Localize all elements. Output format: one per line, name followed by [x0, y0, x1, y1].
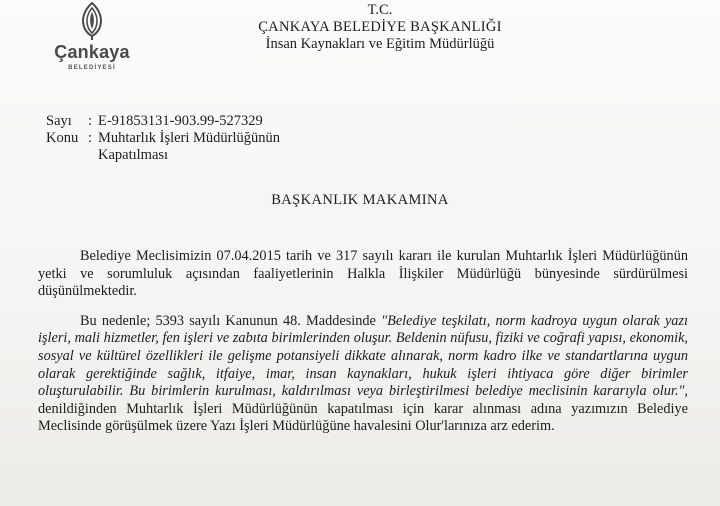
konu-separator: :: [88, 130, 93, 146]
letterhead-department: İnsan Kaynakları ve Eğitim Müdürlüğü: [265, 36, 495, 52]
leaf-emblem-icon: [79, 2, 105, 40]
konu-label: Konu: [46, 130, 79, 146]
logo-name: Çankaya: [54, 42, 130, 62]
logo-subtitle: BELEDİYESİ: [68, 65, 116, 71]
letterhead-organization: ÇANKAYA BELEDİYE BAŞKANLIĞI: [258, 19, 502, 35]
municipality-logo: [46, 2, 138, 76]
body-paragraph-1: Belediye Meclisimizin 07.04.2015 tarih ve 317 sayılı kararı ile kurulan Muhtarlık İşleri Müdürlüğünün yetki ve sorumluluk açısından faaliyetlerinin Halkla İlişkiler Müdürlüğü bünyesinde sürdürülmesi düşünülmektedir.: [38, 248, 688, 300]
paragraph-2-intro: Bu nedenle; 5393 sayılı Kanunun 48. Maddesinde: [80, 312, 382, 329]
letter-body: [38, 248, 688, 448]
body-paragraph-2: [38, 313, 688, 436]
meta-row-konu: [46, 130, 328, 147]
konu-value: Muhtarlık İşleri Müdürlüğünün: [98, 130, 281, 146]
konu-value-continued: Kapatılması: [98, 147, 169, 163]
paragraph-2-rest: , denildiğinden Muhtarlık İşleri Müdürlüğünün kapatılması için karar alınması adına yazımızın Belediye Meclisinde görüşülmek üzere Yazı İşleri Müdürlüğüne havalesini Olur'larınıza arz ederim.: [38, 383, 688, 435]
meta-row-sayi: [46, 113, 328, 130]
sayi-separator: :: [88, 113, 93, 129]
sayi-label: Sayı: [46, 113, 72, 129]
letterhead-tc: T.C.: [367, 2, 393, 18]
sayi-value: E-91853131-903.99-527329: [98, 113, 263, 129]
document-meta: [46, 113, 328, 164]
letterhead: [200, 2, 560, 53]
law-quote: "Belediye teşkilatı, norm kadroya uygun olarak yazı işleri, mali hizmetler, fen işleri ve zabıta birimlerinden oluşur. Beldenin nüfusu, fiziki ve coğrafi yapısı, ekonomik, sosyal ve kültürel özellikleri ile gelişme potansiyeli dikkate alınarak, norm kadro ilke ve standartlarına uygun olarak gerektiğinde sağlık, itfaiye, imar, insan kaynakları, hukuk işleri ihtiyaca göre diğer birimler oluşturulabilir. Bu birimlerin kurulması, kaldırılması veya birleştirilmesi belediye meclisinin kararıyla olur.": [38, 312, 688, 400]
addressee: BAŞKANLIK MAKAMINA: [271, 192, 449, 208]
